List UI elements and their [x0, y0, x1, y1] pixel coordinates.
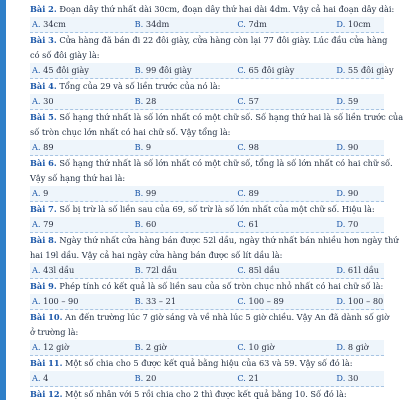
answer-choice — [334, 140, 384, 155]
answer-choice — [235, 63, 334, 78]
choice-text: 100 – 90 — [43, 296, 79, 306]
problem-number: Bài 11. — [30, 358, 63, 368]
question-line — [30, 2, 395, 17]
choice-text: 90 — [347, 188, 359, 198]
question-line — [30, 248, 384, 263]
answer-choice — [30, 17, 133, 32]
choice-letter: B. — [134, 19, 144, 29]
choice-text: 65 đôi giày — [248, 65, 295, 75]
problem-number: Bài 2. — [30, 4, 57, 14]
problem-block — [30, 202, 384, 233]
problem-number: Bài 12. — [30, 389, 63, 399]
problem-block — [30, 110, 403, 156]
problem-number: Bài 9. — [30, 281, 57, 291]
choice-letter: D. — [336, 342, 346, 352]
choice-text: 89 — [43, 142, 54, 152]
question-line — [30, 356, 384, 371]
problem-number: Bài 3. — [30, 35, 57, 45]
choice-text: 9 — [43, 188, 49, 198]
answer-choice — [334, 17, 384, 32]
problem-number: Bài 7. — [30, 204, 57, 214]
answer-choice — [30, 94, 133, 109]
choice-text: 34dm — [145, 19, 170, 29]
answer-choice — [334, 63, 394, 78]
question-text: An đến trường lúc 7 giờ sáng và về nhà lúc 5 giờ chiều. Vậy An đã dành số giờ — [65, 312, 390, 322]
answer-choice — [235, 340, 334, 355]
choice-letter: D. — [336, 373, 346, 383]
choice-letter: D. — [336, 265, 346, 275]
answer-choice — [133, 140, 236, 155]
answer-choice — [334, 340, 384, 355]
choice-text: 34cm — [43, 19, 66, 29]
question-text: có số đôi giày là: — [30, 50, 100, 60]
problem-number: Bài 5. — [30, 112, 57, 122]
question-text: Một số chia cho 5 được kết quả bằng hiệu của 63 và 59. Vậy số đó là: — [65, 358, 353, 368]
question-text: số tròn chục lớn nhất có hai chữ số. Vậy tổng là: — [30, 127, 231, 137]
choice-text: 55 đôi giày — [347, 65, 394, 75]
choice-text: 4 — [43, 373, 49, 383]
choice-text: 30 — [43, 96, 54, 106]
choice-letter: A. — [32, 142, 41, 152]
choice-letter: A. — [32, 342, 41, 352]
choice-text: 28 — [145, 96, 157, 106]
choice-letter: C. — [237, 188, 246, 198]
answer-choice — [235, 371, 334, 386]
answer-choice — [133, 371, 236, 386]
choice-text: 10 giờ — [248, 342, 275, 352]
choice-text: 10cm — [347, 19, 371, 29]
choice-text: 79 — [43, 219, 54, 229]
choice-letter: A. — [32, 188, 41, 198]
choice-text: 33 – 21 — [145, 296, 177, 306]
question-text: Số bị trừ là số liền sau của 69, số trừ là số lớn nhất của một chữ số. Hiệu là: — [59, 204, 375, 214]
answer-choice — [133, 294, 236, 309]
choice-letter: A. — [32, 219, 41, 229]
answer-choice — [133, 17, 236, 32]
answer-choices — [30, 186, 384, 202]
question-text: Cửa hàng đã bán đi 22 đôi giày, cửa hàng còn lại 77 đôi giày. Lúc đầu cửa hàng — [59, 35, 388, 45]
question-text: hai 19l dầu. Vậy cả hai ngày cửa hàng bán được số lít dầu là: — [30, 250, 283, 260]
answer-choices — [30, 263, 384, 279]
question-line — [30, 33, 388, 48]
choice-letter: B. — [134, 65, 144, 75]
question-text: Tổng của 29 và số liền trước của nó là: — [59, 81, 221, 91]
answer-choice — [235, 294, 334, 309]
choice-letter: C. — [237, 19, 246, 29]
question-line — [30, 156, 393, 171]
question-text: Số hạng thứ nhất là số lớn nhất có một chữ số, tổng là số lớn nhất có hai chữ số. — [59, 158, 393, 168]
problem-block — [30, 279, 384, 310]
answer-choice — [30, 340, 133, 355]
problem-block — [30, 156, 393, 202]
answer-choices — [30, 217, 384, 233]
answer-choice — [30, 63, 133, 78]
question-line — [30, 387, 384, 402]
choice-text: 85l dầu — [248, 265, 280, 275]
answer-choices — [30, 63, 394, 79]
problem-number: Bài 6. — [30, 158, 57, 168]
problem-block — [30, 356, 384, 387]
answer-choices — [30, 17, 384, 33]
choice-text: 59 — [347, 96, 359, 106]
question-line — [30, 310, 390, 325]
choice-text: 61l dầu — [347, 265, 380, 275]
answer-choice — [30, 294, 133, 309]
question-line — [30, 279, 384, 294]
choice-text: 72l dầu — [145, 265, 178, 275]
choice-letter: A. — [32, 19, 41, 29]
problem-block — [30, 79, 384, 110]
choice-text: 90 — [347, 142, 359, 152]
answer-choice — [133, 263, 236, 278]
choice-letter: D. — [336, 219, 346, 229]
choice-text: 57 — [248, 96, 259, 106]
answer-choice — [133, 63, 236, 78]
answer-choice — [235, 217, 334, 232]
choice-text: 99 — [145, 188, 157, 198]
choice-letter: B. — [134, 342, 144, 352]
choice-letter: D. — [336, 96, 346, 106]
answer-choice — [30, 140, 133, 155]
choice-text: 99 đôi giày — [145, 65, 192, 75]
choice-letter: B. — [134, 296, 144, 306]
choice-letter: D. — [336, 296, 346, 306]
answer-choices — [30, 371, 384, 387]
answer-choice — [133, 340, 236, 355]
choice-text: 2 giờ — [145, 342, 167, 352]
choice-letter: A. — [32, 96, 41, 106]
question-text: Ngày thứ nhất cửa hàng bán được 52l dầu, ngày thứ nhất bán nhiều hơn ngày thứ — [59, 235, 399, 245]
answer-choice — [235, 186, 334, 201]
answer-choice — [334, 263, 384, 278]
question-text: ở trường là: — [30, 327, 79, 337]
choice-letter: B. — [134, 142, 144, 152]
choice-letter: C. — [237, 65, 246, 75]
choice-letter: B. — [134, 219, 144, 229]
answer-choice — [334, 217, 384, 232]
choice-text: 60 — [145, 219, 157, 229]
question-line — [30, 233, 399, 248]
choice-letter: B. — [134, 96, 144, 106]
choice-letter: C. — [237, 296, 246, 306]
answer-choice — [133, 186, 236, 201]
choice-letter: D. — [336, 188, 346, 198]
choice-letter: C. — [237, 265, 246, 275]
choice-letter: D. — [336, 19, 346, 29]
answer-choice — [235, 17, 334, 32]
choice-text: 20 — [145, 373, 157, 383]
choice-text: 12 giờ — [43, 342, 69, 352]
choice-letter: A. — [32, 65, 41, 75]
choice-text: 7dm — [248, 19, 267, 29]
choice-letter: B. — [134, 188, 144, 198]
question-line — [30, 325, 384, 340]
answer-choice — [133, 217, 236, 232]
choice-letter: B. — [134, 373, 144, 383]
choice-letter: D. — [336, 142, 346, 152]
answer-choice — [235, 140, 334, 155]
answer-choice — [133, 94, 236, 109]
problem-number: Bài 10. — [30, 312, 63, 322]
choice-letter: A. — [32, 296, 41, 306]
choice-letter: A. — [32, 373, 41, 383]
choice-letter: C. — [237, 142, 246, 152]
choice-text: 61 — [248, 219, 259, 229]
answer-choices — [30, 140, 384, 156]
question-line — [30, 110, 403, 125]
choice-letter: D. — [336, 65, 346, 75]
answer-choice — [334, 294, 384, 309]
choice-text: 70 — [347, 219, 359, 229]
answer-choice — [30, 186, 133, 201]
choice-letter: C. — [237, 373, 246, 383]
question-text: Số hạng thứ nhất là số lớn nhất có một chữ số. Số hạng thứ hai là số liền trước của — [59, 112, 403, 122]
question-line — [30, 171, 384, 186]
problem-block — [30, 33, 394, 79]
problem-block — [30, 233, 399, 279]
answer-choice — [30, 263, 133, 278]
answer-choice — [30, 371, 133, 386]
problem-number: Bài 8. — [30, 235, 57, 245]
problem-block — [30, 2, 395, 33]
question-text: Phép tính có kết quả là số liền sau của số tròn chục nhỏ nhất có hai chữ số là: — [59, 281, 384, 291]
answer-choices — [30, 340, 384, 356]
choice-text: 45 đôi giày — [43, 65, 89, 75]
problem-block — [30, 387, 384, 402]
question-line — [30, 79, 384, 94]
choice-text: 98 — [248, 142, 259, 152]
choice-text: 100 – 89 — [248, 296, 284, 306]
choice-letter: A. — [32, 265, 41, 275]
problem-block — [30, 310, 390, 356]
choice-text: 21 — [248, 373, 259, 383]
answer-choices — [30, 294, 384, 310]
answer-choices — [30, 94, 384, 110]
answer-choice — [334, 371, 384, 386]
choice-text: 43l dầu — [43, 265, 75, 275]
question-line — [30, 202, 384, 217]
question-line — [30, 125, 384, 140]
answer-choice — [334, 94, 384, 109]
choice-text: 30 — [347, 373, 359, 383]
question-text: Một số nhân với 5 rồi chia cho 2 thì được kết quả bằng 10. Số đó là: — [65, 389, 347, 399]
question-text: Vậy số hạng thứ hai là: — [30, 173, 126, 183]
answer-choice — [235, 263, 334, 278]
choice-text: 89 — [248, 188, 259, 198]
question-line — [30, 48, 384, 63]
problem-number: Bài 4. — [30, 81, 57, 91]
choice-text: 100 – 80 — [347, 296, 384, 306]
choice-text: 8 giờ — [347, 342, 369, 352]
choice-letter: C. — [237, 96, 246, 106]
choice-letter: C. — [237, 342, 246, 352]
answer-choice — [334, 186, 384, 201]
choice-letter: C. — [237, 219, 246, 229]
choice-letter: B. — [134, 265, 144, 275]
question-text: Đoạn dây thứ nhất dài 30cm, đoạn dây thứ hai dài 4dm. Vậy cả hai đoạn dây dài: — [59, 4, 395, 14]
answer-choice — [30, 217, 133, 232]
answer-choice — [235, 94, 334, 109]
choice-text: 9 — [145, 142, 152, 152]
